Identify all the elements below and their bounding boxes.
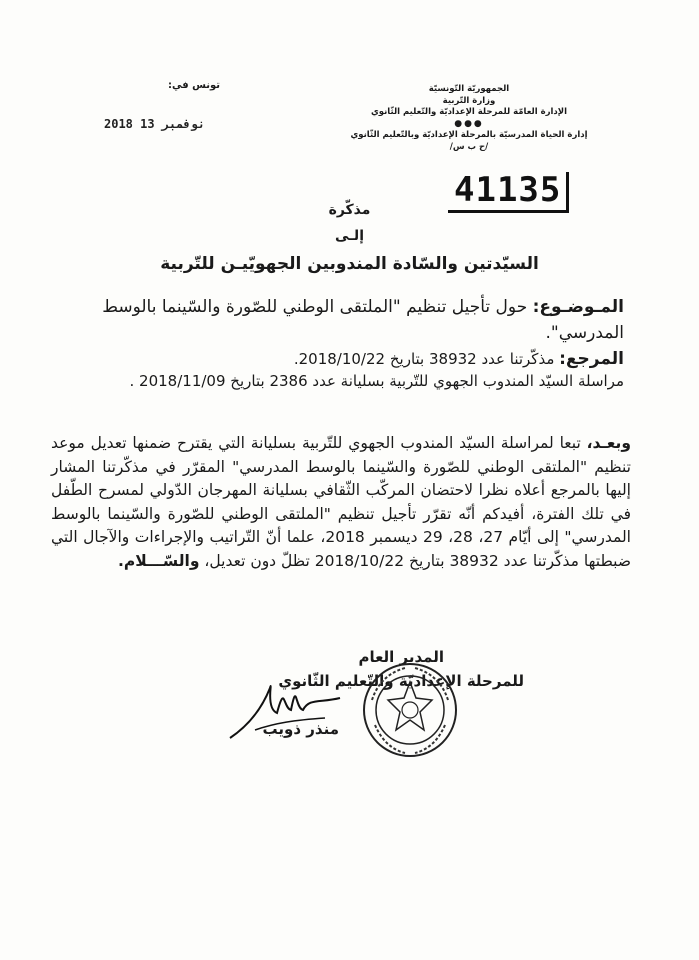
- memo-recipients: السيّدتين والسّادة المندوبين الجهويّيـن للتّربية: [160, 254, 539, 274]
- reference-number: 41135: [454, 170, 562, 210]
- letterhead-line: الإدارة العامّة للمرحلة الإعداديّة والتّعليم الثّانوي: [370, 107, 568, 117]
- subject-label: المـوضـوع:: [532, 297, 624, 317]
- subject: [64, 294, 624, 346]
- date-stamp: 2018 نوفمبر 13: [104, 117, 206, 131]
- handwritten-signature: [225, 668, 345, 748]
- official-seal: [360, 660, 460, 760]
- letterhead: [319, 84, 619, 153]
- body-text: تبعا لمراسلة السيّد المندوب الجهوي للتّربية بسليانة التي يقترح ضمنها تعديل موعد تنظيم "الملتقى الوطني للصّورة والسّينما بالوسط المدرسي" المقرّر في مذكّرتنا المشار إليها بالمرجع أعلاه نظرا لاحتضان المركّب الثّقافي بسليانة المهرجان الدّولي لمسرح الطّفل في تلك الفترة، أفيدكم أنّه تقرّر تأجيل تنظيم "الملتقى الوطني للصّورة والسّينما بالوسط المدرسي" إلى أيّام 27، 28، 29 ديسمبر 2018، علما أنّ التّراتيب والإجراءات والآجال التي ضبطتها مذكّرتنا عدد 38932 بتاريخ 2018/10/22 تظلّ دون تعديل،: [51, 434, 631, 570]
- reference-label: المرجع:: [559, 349, 624, 369]
- letterhead-stars: ●●●: [454, 118, 484, 129]
- reference-line-1: مذكّرتنا عدد 38932 بتاريخ 2018/10/22.: [293, 350, 555, 368]
- signatory-title: المدير العام: [358, 648, 444, 666]
- letterhead-line: /ح ب س/: [449, 141, 489, 152]
- letterhead-line: الجمهوريّة التّونسيّة: [428, 84, 510, 94]
- place-label: تونس في:: [168, 80, 221, 91]
- signatory-name: منذر ذويب: [262, 720, 339, 738]
- memo-body: [51, 432, 631, 573]
- memo-title: مذكّرة: [328, 202, 371, 218]
- letterhead-line: وزارة التّربية: [442, 95, 496, 106]
- body-closing: والسّـــلام.: [118, 551, 200, 570]
- signatory-office: للمرحلة الإعداديّة والتّعليم الثّانوي: [278, 672, 524, 690]
- letterhead-line: إدارة الحياة المدرسيّة بالمرحلة الإعداديّة وبالتّعليم الثّانوي: [350, 130, 588, 140]
- reference: [64, 348, 624, 392]
- memo-to: إلـى: [334, 228, 364, 244]
- reference-line-2: مراسلة السيّد المندوب الجهوي للتّربية بسليانة عدد 2386 بتاريخ 2018/11/09 .: [129, 372, 624, 390]
- body-lead: وبعـد،: [586, 434, 631, 452]
- subject-text: حول تأجيل تنظيم "الملتقى الوطني للصّورة والسّينما بالوسط المدرسي".: [102, 297, 624, 343]
